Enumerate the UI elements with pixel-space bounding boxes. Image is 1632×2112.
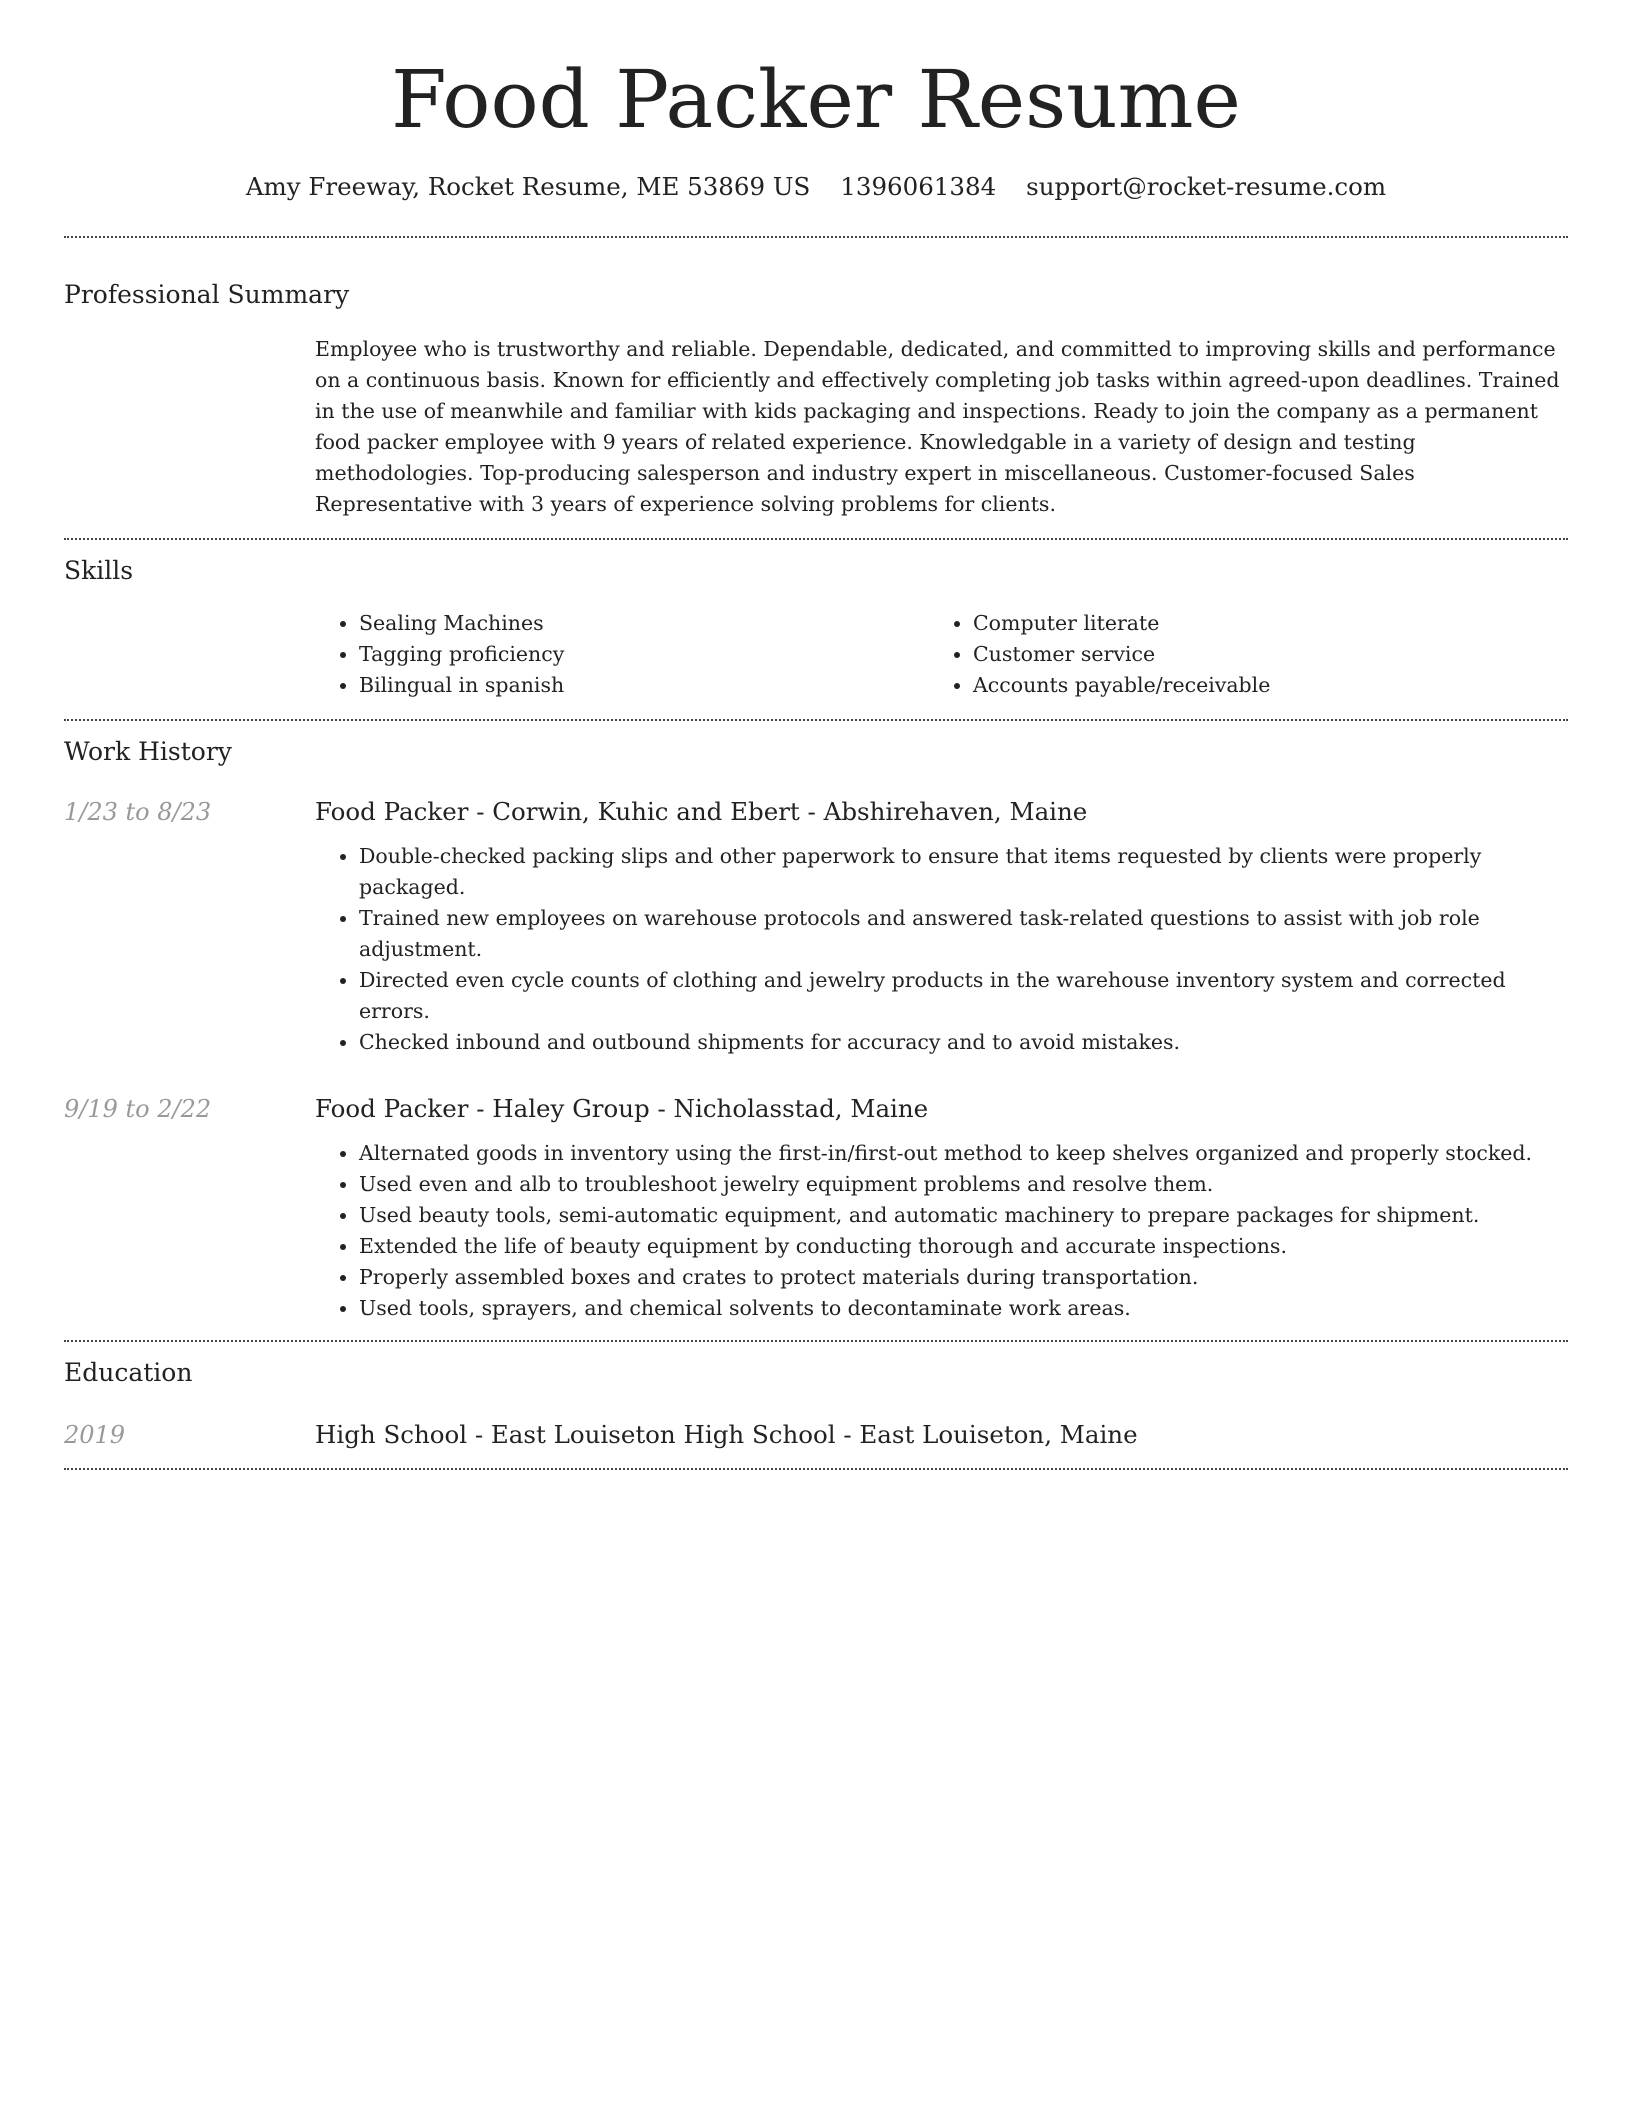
divider bbox=[64, 236, 1568, 238]
education-heading: Education bbox=[64, 1358, 193, 1387]
job-entry bbox=[64, 795, 1568, 1058]
skill-item: • Sealing Machines bbox=[359, 608, 929, 639]
job-bullet: • Checked inbound and outbound shipments for accuracy and to avoid mistakes. bbox=[359, 1027, 1568, 1058]
skill-item: • Customer service bbox=[973, 639, 1543, 670]
education-entry bbox=[64, 1418, 1568, 1452]
education-title: High School - East Louiseton High School - East Louiseton, Maine bbox=[315, 1420, 1138, 1449]
job-bullet: • Alternated goods in inventory using the first-in/first-out method to keep shelves organized and properly stocked. bbox=[359, 1138, 1568, 1169]
resume-page bbox=[64, 0, 1568, 1470]
divider bbox=[64, 719, 1568, 721]
contact-address: Amy Freeway, Rocket Resume, ME 53869 US bbox=[245, 172, 811, 201]
job-body bbox=[315, 795, 1568, 1058]
job-bullet: • Used even and alb to troubleshoot jewelry equipment problems and resolve them. bbox=[359, 1169, 1568, 1200]
contact-email: support@rocket-resume.com bbox=[1026, 172, 1387, 201]
job-bullet: • Properly assembled boxes and crates to protect materials during transportation. bbox=[359, 1262, 1568, 1293]
job-bullet: • Used beauty tools, semi-automatic equipment, and automatic machinery to prepare packages for shipment. bbox=[359, 1200, 1568, 1231]
job-entry bbox=[64, 1092, 1568, 1324]
divider bbox=[64, 1468, 1568, 1470]
skill-item: • Accounts payable/receivable bbox=[973, 670, 1543, 701]
job-bullet: • Extended the life of beauty equipment by conducting thorough and accurate inspections. bbox=[359, 1231, 1568, 1262]
job-dates: 1/23 to 8/23 bbox=[64, 798, 212, 826]
work-history-heading: Work History bbox=[64, 737, 232, 766]
job-title: Food Packer - Haley Group - Nicholasstad, Maine bbox=[315, 1094, 929, 1123]
job-body bbox=[315, 1092, 1568, 1324]
summary-heading: Professional Summary bbox=[64, 280, 350, 309]
divider bbox=[64, 538, 1568, 540]
skill-item: • Tagging proficiency bbox=[359, 639, 929, 670]
skills-list bbox=[315, 608, 1568, 701]
job-title: Food Packer - Corwin, Kuhic and Ebert - Abshirehaven, Maine bbox=[315, 797, 1088, 826]
skills-column-right bbox=[929, 608, 1543, 701]
job-bullet: • Double-checked packing slips and other paperwork to ensure that items requested by clients were properly packaged. bbox=[359, 841, 1568, 903]
contact-phone: 1396061384 bbox=[840, 172, 997, 201]
job-bullets bbox=[315, 1138, 1568, 1324]
job-bullets bbox=[315, 841, 1568, 1058]
skills-heading: Skills bbox=[64, 556, 134, 585]
contact-line bbox=[64, 170, 1568, 204]
divider bbox=[64, 1340, 1568, 1342]
skills-column-left bbox=[315, 608, 929, 701]
job-dates: 9/19 to 2/22 bbox=[64, 1095, 212, 1123]
summary-text: Employee who is trustworthy and reliable. Dependable, dedicated, and committed to improving skills and performance on a continuous basis. Known for efficiently and effectively completing job tasks within agreed-upon deadlines. Trained in the use of meanwhile and familiar with kids packaging and inspections. Ready to join the company as a permanent food packer employee with 9 years of related experience. Knowledgable in a variety of design and testing methodologies. Top-producing salesperson and industry expert in miscellaneous. Customer-focused Sales Representative with 3 years of experience solving problems for clients. bbox=[315, 337, 1560, 516]
education-date: 2019 bbox=[64, 1421, 126, 1449]
job-bullet: • Directed even cycle counts of clothing and jewelry products in the warehouse inventory system and corrected errors. bbox=[359, 965, 1568, 1027]
skill-item: • Bilingual in spanish bbox=[359, 670, 929, 701]
resume-title: Food Packer Resume bbox=[391, 53, 1241, 146]
job-bullet: • Used tools, sprayers, and chemical solvents to decontaminate work areas. bbox=[359, 1293, 1568, 1324]
skill-item: • Computer literate bbox=[973, 608, 1543, 639]
job-bullet: • Trained new employees on warehouse protocols and answered task-related questions to assist with job role adjustment. bbox=[359, 903, 1568, 965]
